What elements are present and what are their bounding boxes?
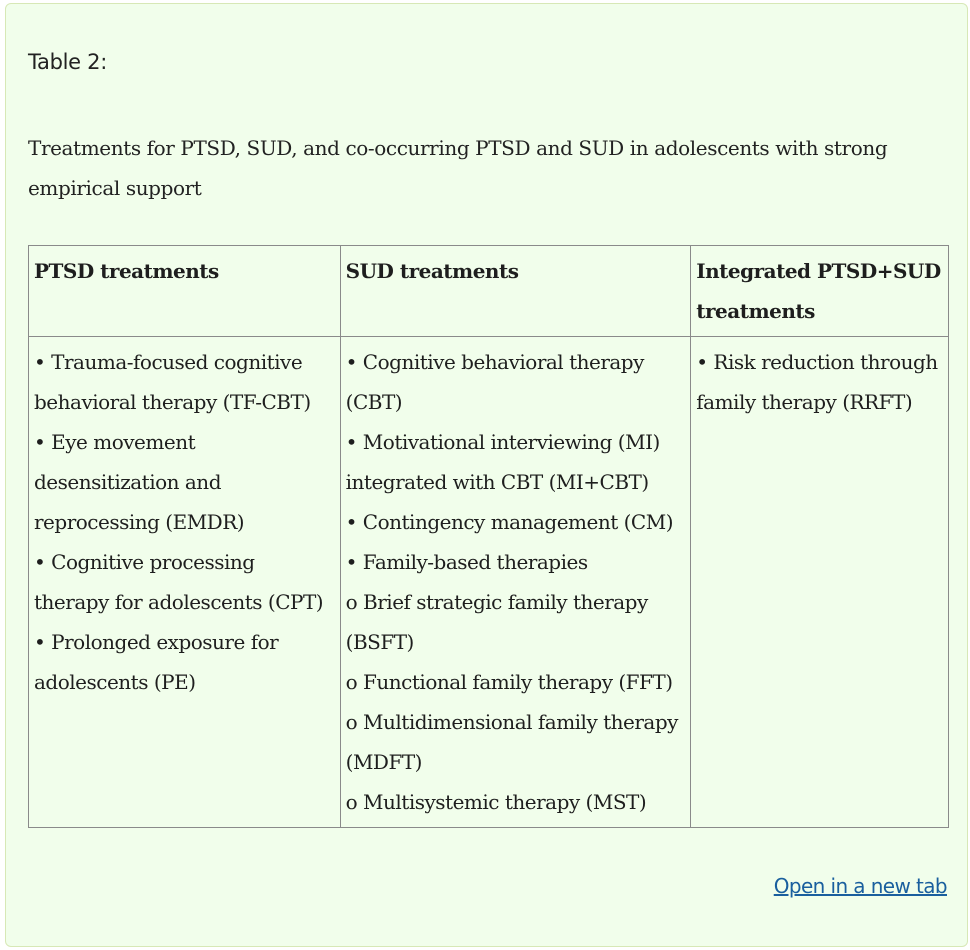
table-label: Table 2:	[28, 50, 108, 74]
table-caption: Treatments for PTSD, SUD, and co-occurring PTSD and SUD in adolescents with strong empirical support	[28, 136, 888, 200]
list-item: • Prolonged exposure for adolescents (PE)	[34, 630, 279, 694]
list-item: • Contingency management (CM)	[345, 510, 674, 534]
header-integrated-treatments: Integrated PTSD+SUD treatments	[691, 246, 949, 337]
list-subitem: o Multidimensional family therapy (MDFT)	[345, 710, 678, 774]
list-item: • Cognitive processing therapy for adolescents (CPT)	[34, 550, 324, 614]
cell-integrated-treatments	[691, 337, 949, 828]
list-item: • Eye movement desensitization and reprocessing (EMDR)	[34, 430, 245, 534]
list-subitem: o Brief strategic family therapy (BSFT)	[345, 590, 648, 654]
open-in-new-tab-link[interactable]: Open in a new tab	[773, 874, 947, 898]
list-item: • Trauma-focused cognitive behavioral therapy (TF-CBT)	[34, 350, 311, 414]
list-item: • Motivational interviewing (MI) integrated with CBT (MI+CBT)	[345, 430, 660, 494]
header-ptsd-treatments: PTSD treatments	[29, 246, 341, 337]
list-item: • Risk reduction through family therapy (RRFT)	[696, 350, 938, 414]
table-panel	[5, 3, 968, 947]
treatments-table	[28, 245, 949, 828]
list-subitem: o Functional family therapy (FFT)	[345, 670, 673, 694]
cell-sud-treatments	[340, 337, 691, 828]
cell-ptsd-treatments	[29, 337, 341, 828]
table-header-row	[29, 246, 949, 337]
list-subitem: o Multisystemic therapy (MST)	[345, 790, 647, 814]
header-sud-treatments: SUD treatments	[340, 246, 691, 337]
table-row	[29, 337, 949, 828]
list-item: • Cognitive behavioral therapy (CBT)	[345, 350, 644, 414]
list-item: • Family-based therapies	[345, 550, 588, 574]
